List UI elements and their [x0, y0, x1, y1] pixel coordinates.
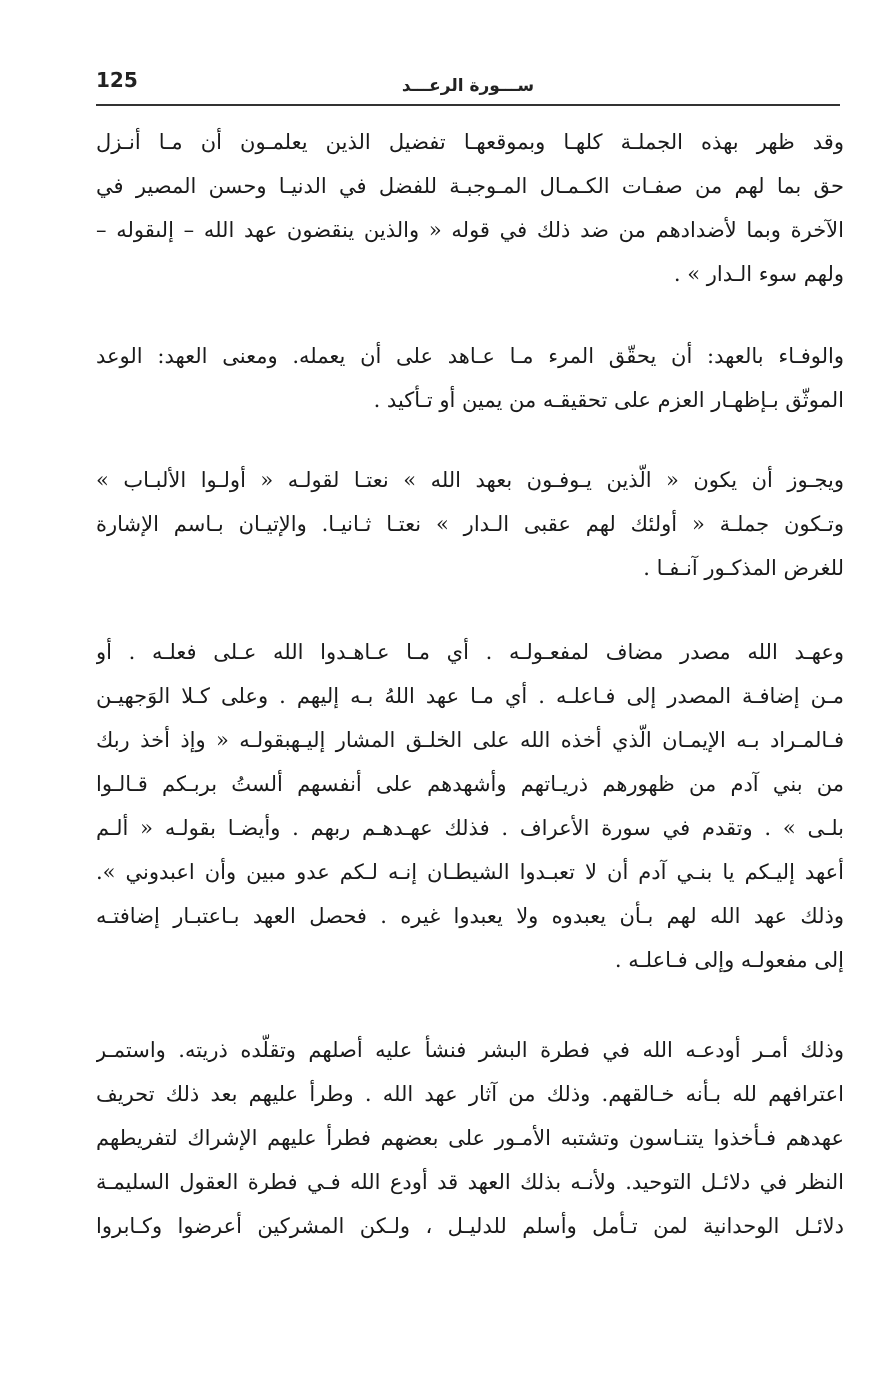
page-header	[96, 66, 840, 102]
paragraph-gap	[96, 590, 844, 630]
text-line: النظر في دلائـل التوحيد. ولأنـه بذلك العهد قد أودع الله فـي فطرة العقول السليمـة	[96, 1170, 844, 1194]
text-line: ويجـوز أن يكون « الّذين يـوفـون بعهد الله » نعتـا لقولـه « أولـوا الألبـاب »	[96, 468, 844, 492]
text-line: من بني آدم من ظهورهم ذريـاتهم وأشهدهم على أنفسهم ألستُ بربـكم قـالـوا	[96, 772, 844, 796]
paragraph-gap	[96, 296, 844, 334]
text-line: أعهد إليـكم يا بنـي آدم أن لا تعبـدوا الشيطـان إنـه لـكم عدو مبين وأن اعبدوني ».	[96, 860, 844, 884]
text-line: مـن إضافـة المصدر إلى فـاعلـه . أي مـا عهد اللهُ بـه إليهم . وعلى كـلا الوَجهيـن	[96, 684, 844, 708]
paragraph-3	[96, 458, 844, 590]
text-line: وذلك عهد الله لهم بـأن يعبدوه ولا يعبدوا غيره . فحصل العهد بـاعتبـار إضافتـه	[96, 904, 844, 928]
text-line: إلى مفعولـه وإلى فـاعلـه .	[614, 948, 844, 972]
text-line: وتـكون جملـة « أولئك لهم عقبى الـدار » نعتـا ثـانيـا. والإتيـان بـاسم الإشارة	[96, 512, 844, 536]
text-line: اعترافهم لله بـأنه خـالقهم. وذلك من آثار عهد الله . وطرأ عليهم بعد ذلك تحريف	[96, 1082, 844, 1106]
text-line: دلائـل الوحدانية لمن تـأمل وأسلم للدليـل ، ولـكن المشركين أعرضوا وكـابروا	[96, 1214, 844, 1238]
text-line: الآخرة وبما لأضدادهم من ضد ذلك في قوله « والذين ينقضون عهد الله – إلىقوله –	[96, 218, 844, 242]
paragraph-1	[96, 120, 844, 296]
text-line: ولهم سوء الـدار » .	[673, 262, 844, 286]
header-divider	[96, 104, 840, 106]
paragraph-4	[96, 630, 844, 982]
text-line: وعهـد الله مصدر مضاف لمفعـولـه . أي مـا عـاهـدوا الله عـلى فعلـه . أو	[96, 640, 844, 664]
text-line: الموثّق بـإظهـار العزم على تحقيقـه من يمين أو تـأكيد .	[373, 388, 844, 412]
paragraph-gap	[96, 422, 844, 458]
running-title: ســـورة الرعـــد	[401, 76, 535, 96]
paragraph-5	[96, 1028, 844, 1248]
text-line: والوفـاء بالعهد: أن يحقّق المرء مـا عـاهد على أن يعمله. ومعنى العهد: الوعد	[96, 344, 844, 368]
text-line: وذلك أمـر أودعـه الله في فطرة البشر فنشأ عليه أصلهم وتقلّده ذريته. واستمـر	[96, 1038, 844, 1062]
text-line: بلـى » . وتقدم في سورة الأعراف . فذلك عهـدهـم ربهم . وأيضـا بقولـه « ألـم	[96, 816, 844, 840]
text-line: وقد ظهر بهذه الجملـة كلهـا وبموقعهـا تفضيل الذين يعلمـون أن مـا أنـزل	[96, 130, 844, 154]
paragraph-gap	[96, 982, 844, 1028]
body-text	[96, 120, 844, 1248]
text-line: عهدهم فـأخذوا يتنـاسون وتشتبه الأمـور على بعضهم فطرأ عليهم الإشراك لتفريطهم	[96, 1126, 844, 1150]
text-line: حق بما لهم من صفـات الكـمـال المـوجبـة للفضل في الدنيـا وحسن المصير في	[96, 174, 844, 198]
text-line: للغرض المذكـور آنـفـا .	[643, 556, 844, 580]
paragraph-2	[96, 334, 844, 422]
page-number: 125	[96, 68, 138, 92]
text-line: فـالمـراد بـه الإيمـان الّذي أخذه الله على الخلـق المشار إليـهبقولـه « وإذ أخذ ربك	[96, 728, 844, 752]
